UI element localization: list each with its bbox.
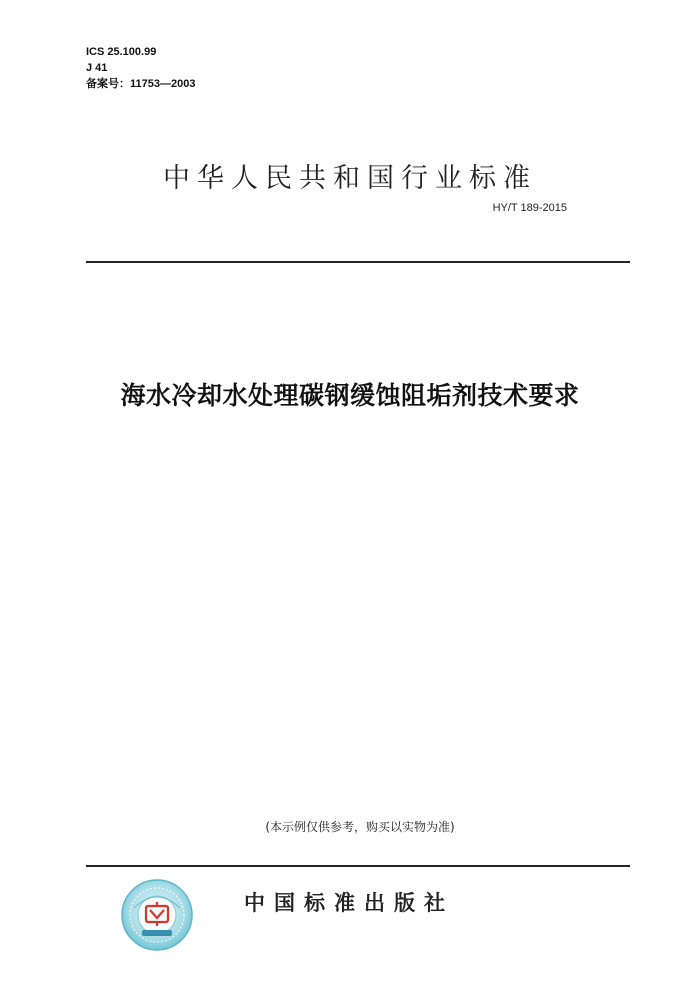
publisher-name: 中国标准出版社 bbox=[244, 891, 454, 915]
ics-code: ICS 25.100.99 bbox=[86, 46, 157, 58]
standard-number: HY/T 189-2015 bbox=[492, 202, 567, 214]
bottom-divider bbox=[86, 865, 630, 867]
anti-counterfeit-seal-icon bbox=[120, 878, 194, 952]
filing-number: 备案号：11753—2003 bbox=[86, 78, 196, 90]
sample-disclaimer: (本示例仅供参考，购买以实物为准) bbox=[265, 820, 455, 834]
standard-codes-block bbox=[86, 44, 195, 92]
standard-type-heading: 中华人民共和国行业标准 bbox=[163, 163, 537, 194]
ccs-code: J 41 bbox=[86, 62, 108, 74]
top-divider bbox=[86, 261, 630, 263]
document-title: 海水冷却水处理碳钢缓蚀阻垢剂技术要求 bbox=[120, 381, 580, 410]
